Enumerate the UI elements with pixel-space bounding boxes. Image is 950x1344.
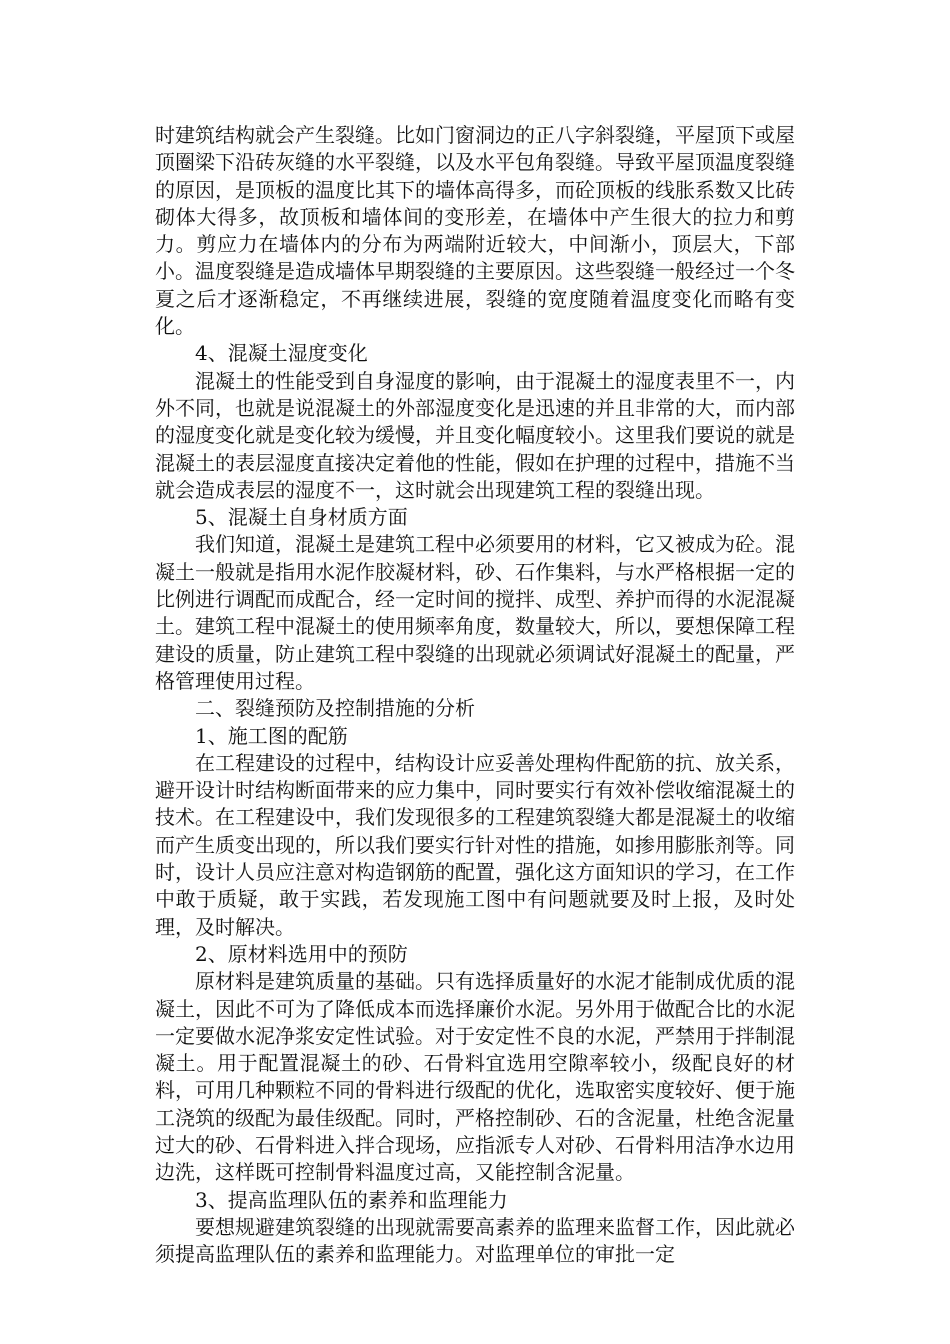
heading-material-quality: 5、混凝土自身材质方面 xyxy=(195,505,408,530)
heading-raw-materials: 2、原材料选用中的预防 xyxy=(195,941,408,966)
paragraph-supervision: 要想规避建筑裂缝的出现就需要高素养的监理来监督工作，因此就必须提高监理队伍的素养和监理能力。对监理单位的审批一定 xyxy=(155,1214,795,1267)
heading-humidity-change: 4、混凝土湿度变化 xyxy=(195,341,368,366)
document-page xyxy=(155,122,795,1268)
heading-prevention-measures: 二、裂缝预防及控制措施的分析 xyxy=(195,696,475,721)
paragraph-reinforcement: 在工程建设的过程中，结构设计应妥善处理构件配筋的抗、放关系，避开设计时结构断面带来的应力集中，同时要实行有效补偿收缩混凝土的技术。在工程建设中，我们发现很多的工程建筑裂缝大都是混凝土的收缩而产生质变出现的，所以我们要实行针对性的措施，如掺用膨胀剂等。同时，设计人员应注意对构造钢筋的配置，强化这方面知识的学习，在工作中敢于质疑，敢于实践，若发现施工图中有问题就要及时上报，及时处理，及时解决。 xyxy=(155,750,795,939)
heading-reinforcement: 1、施工图的配筋 xyxy=(195,723,348,748)
paragraph-material-quality: 我们知道，混凝土是建筑工程中必须要用的材料，它又被成为砼。混凝土一般就是指用水泥作胶凝材料，砂、石作集料，与水严格根据一定的比例进行调配而成配合，经一定时间的搅拌、成型、养护而得的水泥混凝土。建筑工程中混凝土的使用频率角度，数量较大，所以，要想保障工程建设的质量，防止建筑工程中裂缝的出现就必须调试好混凝土的配量，严格管理使用过程。 xyxy=(155,532,795,693)
paragraph-temperature-cracks-cont: 时建筑结构就会产生裂缝。比如门窗洞边的正八字斜裂缝，平屋顶下或屋顶圈梁下沿砖灰缝的水平裂缝，以及水平包角裂缝。导致平屋顶温度裂缝的原因，是顶板的温度比其下的墙体高得多，而砼顶板的线胀系数又比砖砌体大得多，故顶板和墙体间的变形差，在墙体中产生很大的拉力和剪力。剪应力在墙体内的分布为两端附近较大，中间渐小，顶层大，下部小。温度裂缝是造成墙体早期裂缝的主要原因。这些裂缝一般经过一个冬夏之后才逐渐稳定，不再继续进展，裂缝的宽度随着温度变化而略有变化。 xyxy=(155,123,795,339)
paragraph-humidity-change: 混凝土的性能受到自身湿度的影响，由于混凝土的湿度表里不一，内外不同，也就是说混凝土的外部湿度变化是迅速的并且非常的大，而内部的湿度变化就是变化较为缓慢，并且变化幅度较小。这里我们要说的就是混凝土的表层湿度直接决定着他的性能，假如在护理的过程中，措施不当就会造成表层的湿度不一，这时就会出现建筑工程的裂缝出现。 xyxy=(155,368,795,502)
paragraph-raw-materials: 原材料是建筑质量的基础。只有选择质量好的水泥才能制成优质的混凝土，因此不可为了降低成本而选择廉价水泥。另外用于做配合比的水泥一定要做水泥净浆安定性试验。对于安定性不良的水泥，严禁用于拌制混凝土。用于配置混凝土的砂、石骨料宜选用空隙率较小，级配良好的材料，可用几种颗粒不同的骨料进行级配的优化，选取密实度较好、便于施工浇筑的级配为最佳级配。同时，严格控制砂、石的含泥量，杜绝含泥量过大的砂、石骨料进入拌合现场，应指派专人对砂、石骨料用洁净水边用边洗，这样既可控制骨料温度过高，又能控制含泥量。 xyxy=(155,969,795,1185)
heading-supervision: 3、提高监理队伍的素养和监理能力 xyxy=(195,1187,508,1212)
